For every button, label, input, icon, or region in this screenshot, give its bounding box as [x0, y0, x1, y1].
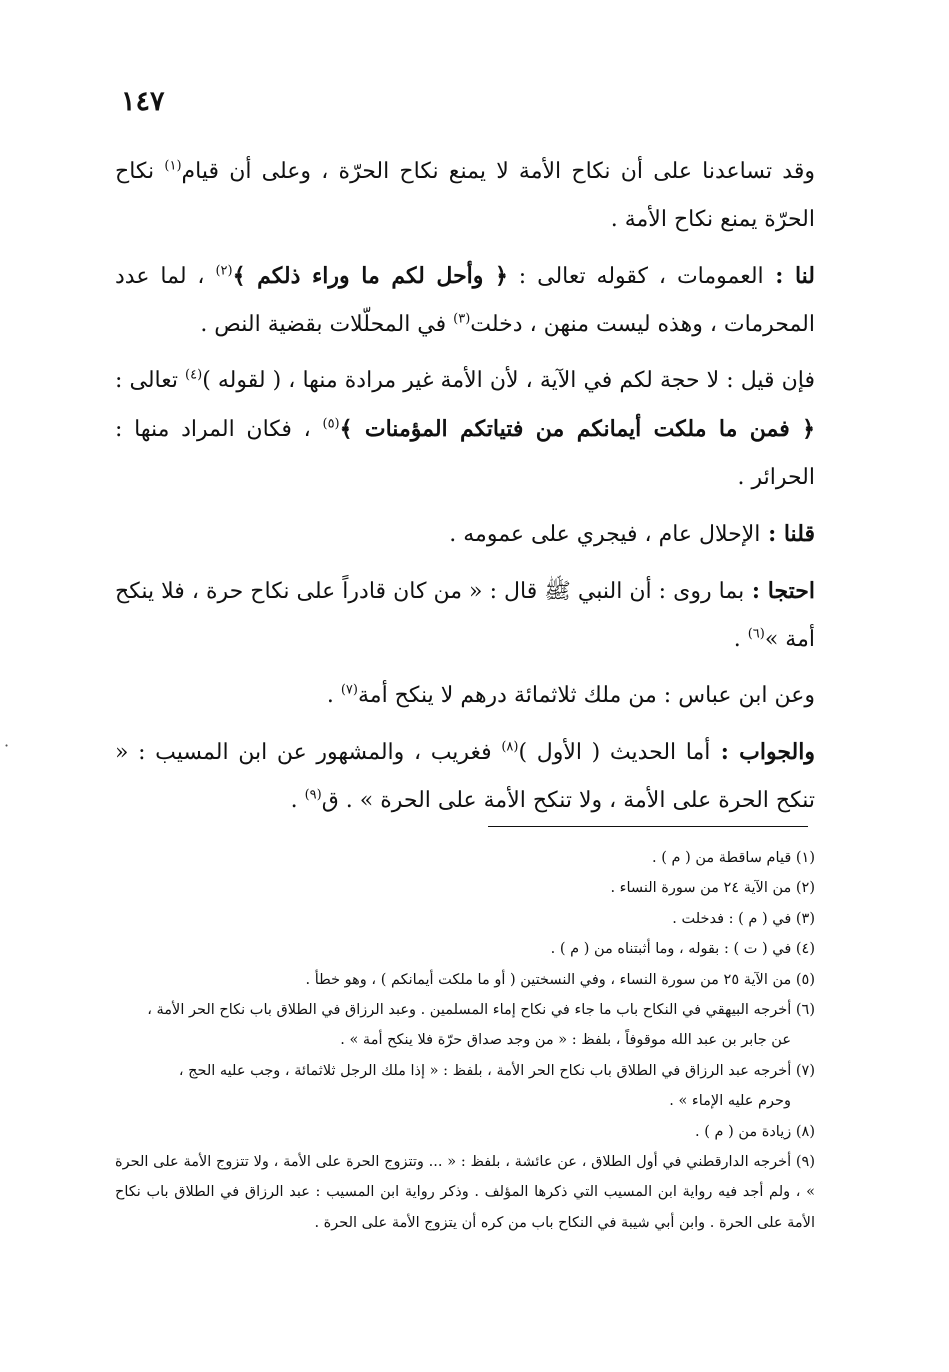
paragraph-7: [115, 728, 815, 825]
paragraph-3-text-a: فإن قيل : لا حجة لكم في الآية ، لأن الأمة غير مرادة منها ، ( لقوله ): [202, 368, 815, 393]
footnote-3: (٣) في ( م ) : فدخلت .: [672, 910, 815, 927]
footnote-ref-5: (٥): [322, 416, 340, 432]
paragraph-4-text: الإحلال عام ، فيجري على عمومه .: [449, 522, 761, 547]
footnote-ref-8: (٨): [501, 739, 519, 755]
footnote-7: (٧) أخرجه عبد الرزاق في الطلاق باب نكاح الحر الأمة ، بلفظ : « إذا ملك الرجل ثلاثمائة ، وجب عليه الحج ،: [178, 1062, 815, 1079]
paragraph-5-text-a: بما روى : أن النبي ﷺ قال : « من كان قادراً على نكاح حرة ، فلا ينكح أمة »: [115, 579, 815, 652]
paragraph-3: [115, 357, 815, 502]
paragraph-7-lead: والجواب :: [710, 739, 815, 765]
footnote-8: (٨) زيادة من ( م ) .: [695, 1123, 815, 1140]
footnote-6-continued: عن جابر بن عبد الله موقوفاً ، بلفظ : « من وجد صداق حرّة فلا ينكح أمة » .: [340, 1032, 791, 1049]
paragraph-3-text-c: ، فكان المراد منها : الحرائر .: [115, 417, 815, 490]
footnotes: [115, 843, 815, 1238]
footnote-ref-4: (٤): [185, 367, 203, 383]
paragraph-1: [115, 148, 815, 244]
paragraph-3-text-b: تعالى :: [115, 368, 186, 393]
footnote-7-continued: وحرم عليه الإماء » .: [669, 1093, 791, 1110]
footnote-ref-1: (١): [164, 158, 182, 174]
page-number: ١٤٧: [121, 86, 165, 117]
footnote-2: (٢) من الآية ٢٤ من سورة النساء .: [610, 880, 815, 897]
paragraph-2: [115, 252, 815, 349]
footnote-6: (٦) أخرجه البيهقي في النكاح باب ما جاء في نكاح إماء المسلمين . وعبد الرزاق في الطلاق باب نكاح الحر الأمة ،: [147, 1002, 815, 1019]
paragraph-6-text-a: وعن ابن عباس : من ملك ثلاثمائة درهم لا ينكح أمة: [357, 683, 815, 708]
quran-verse-2: ﴿ فمن ما ملكت أيمانكم من فتياتكم المؤمنات ﴾: [339, 416, 816, 442]
paragraph-5-text-b: .: [733, 627, 748, 652]
paragraph-6: [115, 672, 815, 720]
paragraph-6-text-b: .: [326, 683, 341, 708]
footnote-ref-2: (٢): [215, 263, 233, 279]
paragraph-1-text: وقد تساعدنا على أن نكاح الأمة لا يمنع نكاح الحرّة ، وعلى أن قيام: [181, 159, 815, 184]
paragraph-5-lead: احتجا :: [744, 578, 815, 604]
footnote-ref-3: (٣): [453, 311, 471, 327]
paragraph-5: [115, 567, 815, 664]
paragraph-1-rest: نكاح الحرّة يمنع نكاح الأمة .: [115, 159, 815, 232]
paragraph-7-text-b: فغريب ، والمشهور عن ابن المسيب : « تنكح الحرة على الأمة ، ولا تنكح الأمة على الحرة » . ق: [115, 740, 815, 813]
quran-verse-1: ﴿ وأحل لكم ما وراء ذلكم ﴾: [232, 263, 508, 289]
paragraph-2-text-a: العمومات ، كقوله تعالى :: [507, 264, 764, 289]
footnote-ref-9: (٩): [304, 787, 322, 803]
footnote-9: (٩) أخرجه الدارقطني في أول الطلاق ، عن عائشة ، بلفظ : « ... وتتزوج الحرة على الأمة ، ولا تتزوج الأمة على الحرة » ، ولم أجد فيه رواية ابن المسيب التي ذكرها المؤلف . وذكر رواية ابن المسيب : عبد الرزاق في الطلاق باب نكاح الأمة على الحرة . وابن أبي شيبة في النكاح باب من كره أن يتزوج الأمة على الحرة .: [115, 1154, 815, 1231]
paragraph-2-text-c: في المحلّلات بقضية النص .: [200, 312, 454, 337]
main-text: [115, 148, 815, 833]
footnote-divider: [488, 826, 808, 827]
paragraph-4-lead: قلنا :: [760, 521, 815, 547]
footnote-ref-6: (٦): [747, 626, 765, 642]
footnote-ref-7: (٧): [340, 682, 358, 698]
paragraph-2-lead: لنا :: [763, 263, 816, 289]
footnote-4: (٤) في ( ت ) : بقوله ، وما أثبتناه من ( م ) .: [550, 941, 815, 958]
footnote-1: (١) قيام ساقطة من ( م ) .: [652, 850, 815, 866]
paragraph-7-text-c: .: [290, 788, 305, 813]
paragraph-7-text-a: أما الحديث ( الأول ): [518, 740, 711, 765]
paragraph-4: [115, 510, 815, 559]
footnote-5: (٥) من الآية ٢٥ من سورة النساء ، وفي النسختين ( أو ما ملكت أيمانكم ) ، وهو خطأ .: [305, 971, 815, 988]
margin-mark: ·: [4, 736, 10, 755]
paragraph-2-text-b: ، لما عدد المحرمات ، وهذه ليست منهن ، دخلت: [115, 264, 815, 337]
